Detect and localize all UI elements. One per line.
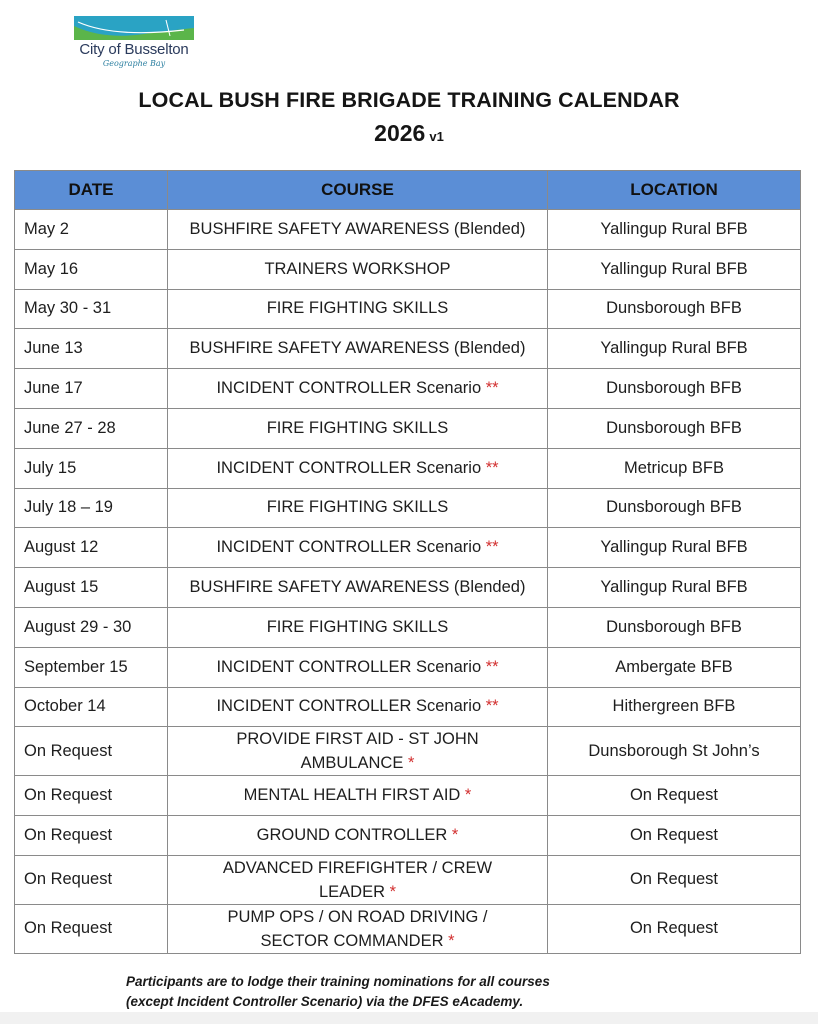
footnote-line-1: Participants are to lodge their training nominations for all courses — [126, 974, 550, 989]
asterisk-marker: * — [389, 882, 397, 901]
cell-course — [168, 855, 548, 904]
course-name: TRAINERS WORKSHOP — [264, 259, 451, 278]
cell-course — [168, 607, 548, 647]
table-row — [15, 448, 801, 488]
cell-location: Dunsborough BFB — [548, 607, 801, 647]
table-row — [15, 249, 801, 289]
logo-tagline: Geographe Bay — [102, 59, 166, 68]
course-name: INCIDENT CONTROLLER Scenario — [216, 538, 482, 557]
course-name: INCIDENT CONTROLLER Scenario — [216, 657, 482, 676]
cell-date: August 12 — [15, 528, 168, 568]
cell-course — [168, 408, 548, 448]
training-calendar-table — [14, 170, 801, 954]
asterisk-marker: ** — [485, 697, 499, 716]
table-row — [15, 210, 801, 250]
cell-date: August 29 - 30 — [15, 607, 168, 647]
asterisk-marker: * — [407, 754, 415, 773]
column-header-date: DATE — [15, 171, 168, 210]
cell-course — [168, 210, 548, 250]
cell-location: On Request — [548, 855, 801, 904]
table-row — [15, 329, 801, 369]
cell-date: On Request — [15, 855, 168, 904]
cell-location: On Request — [548, 816, 801, 856]
column-header-course: COURSE — [168, 171, 548, 210]
course-name: MENTAL HEALTH FIRST AID — [243, 786, 461, 805]
table-row — [15, 369, 801, 409]
cell-location: Metricup BFB — [548, 448, 801, 488]
table-header-row — [15, 171, 801, 210]
cell-location: Hithergreen BFB — [548, 687, 801, 727]
asterisk-marker: ** — [485, 657, 499, 676]
course-name: BUSHFIRE SAFETY AWARENESS (Blended) — [189, 578, 526, 597]
cell-date: June 13 — [15, 329, 168, 369]
cell-date: September 15 — [15, 647, 168, 687]
cell-course — [168, 687, 548, 727]
course-name: PROVIDE FIRST AID - ST JOHN AMBULANCE — [236, 730, 479, 773]
table-row — [15, 528, 801, 568]
cell-date: October 14 — [15, 687, 168, 727]
course-name: FIRE FIGHTING SKILLS — [266, 498, 449, 517]
table-row — [15, 687, 801, 727]
cell-course — [168, 289, 548, 329]
asterisk-marker: * — [451, 826, 459, 845]
table-row — [15, 647, 801, 687]
asterisk-marker: ** — [485, 458, 499, 477]
cell-course — [168, 727, 548, 776]
cell-course — [168, 448, 548, 488]
cell-location: Dunsborough BFB — [548, 488, 801, 528]
cell-location: Dunsborough BFB — [548, 289, 801, 329]
city-of-busselton-logo — [72, 16, 196, 74]
cell-date: On Request — [15, 727, 168, 776]
cell-location: Yallingup Rural BFB — [548, 528, 801, 568]
table-row — [15, 904, 801, 953]
cell-location: On Request — [548, 776, 801, 816]
table-row — [15, 727, 801, 776]
cell-date: June 17 — [15, 369, 168, 409]
course-name: BUSHFIRE SAFETY AWARENESS (Blended) — [189, 339, 526, 358]
footnote-line-2: (except Incident Controller Scenario) via the DFES eAcademy. — [126, 994, 524, 1009]
cell-course — [168, 904, 548, 953]
course-name: INCIDENT CONTROLLER Scenario — [216, 697, 482, 716]
course-name: GROUND CONTROLLER — [256, 826, 448, 845]
cell-date: June 27 - 28 — [15, 408, 168, 448]
version: v1 — [429, 129, 444, 144]
asterisk-marker: * — [448, 931, 455, 950]
cell-date: On Request — [15, 776, 168, 816]
cell-location: Dunsborough St John’s — [548, 727, 801, 776]
cell-date: July 18 – 19 — [15, 488, 168, 528]
asterisk-marker: ** — [485, 538, 499, 557]
cell-date: May 16 — [15, 249, 168, 289]
course-name: INCIDENT CONTROLLER Scenario — [216, 458, 482, 477]
course-name: FIRE FIGHTING SKILLS — [266, 418, 449, 437]
course-name: ADVANCED FIREFIGHTER / CREW LEADER — [222, 858, 493, 901]
cell-course — [168, 568, 548, 608]
course-name: FIRE FIGHTING SKILLS — [266, 299, 449, 318]
cell-course — [168, 776, 548, 816]
cell-location: Yallingup Rural BFB — [548, 249, 801, 289]
cell-date: May 30 - 31 — [15, 289, 168, 329]
cell-location: On Request — [548, 904, 801, 953]
table-row — [15, 855, 801, 904]
table-row — [15, 816, 801, 856]
cell-date: July 15 — [15, 448, 168, 488]
table-body — [15, 210, 801, 954]
cell-location: Yallingup Rural BFB — [548, 329, 801, 369]
course-name: PUMP OPS / ON ROAD DRIVING / SECTOR COMMANDER — [227, 907, 488, 950]
bottom-strip — [0, 1012, 818, 1024]
cell-course — [168, 647, 548, 687]
course-name: FIRE FIGHTING SKILLS — [266, 617, 449, 636]
logo-banner-icon — [74, 16, 194, 40]
table-row — [15, 289, 801, 329]
cell-date: On Request — [15, 904, 168, 953]
table-row — [15, 488, 801, 528]
cell-date: August 15 — [15, 568, 168, 608]
table-row — [15, 408, 801, 448]
cell-location: Dunsborough BFB — [548, 369, 801, 409]
cell-course — [168, 488, 548, 528]
table-row — [15, 568, 801, 608]
cell-course — [168, 528, 548, 568]
cell-course — [168, 249, 548, 289]
asterisk-marker: ** — [485, 379, 499, 398]
cell-location: Yallingup Rural BFB — [548, 210, 801, 250]
table-row — [15, 607, 801, 647]
course-name: INCIDENT CONTROLLER Scenario — [216, 379, 482, 398]
page-subtitle — [0, 120, 818, 147]
cell-course — [168, 816, 548, 856]
table-row — [15, 776, 801, 816]
footnote — [126, 972, 726, 1012]
page-title: LOCAL BUSH FIRE BRIGADE TRAINING CALENDAR — [138, 88, 680, 112]
logo-name: City of Busselton — [79, 41, 189, 58]
cell-location: Dunsborough BFB — [548, 408, 801, 448]
cell-course — [168, 369, 548, 409]
cell-location: Ambergate BFB — [548, 647, 801, 687]
cell-course — [168, 329, 548, 369]
course-name: BUSHFIRE SAFETY AWARENESS (Blended) — [189, 219, 526, 238]
cell-date: May 2 — [15, 210, 168, 250]
year: 2026 — [374, 120, 426, 146]
cell-date: On Request — [15, 816, 168, 856]
asterisk-marker: * — [464, 786, 472, 805]
column-header-location: LOCATION — [548, 171, 801, 210]
cell-location: Yallingup Rural BFB — [548, 568, 801, 608]
